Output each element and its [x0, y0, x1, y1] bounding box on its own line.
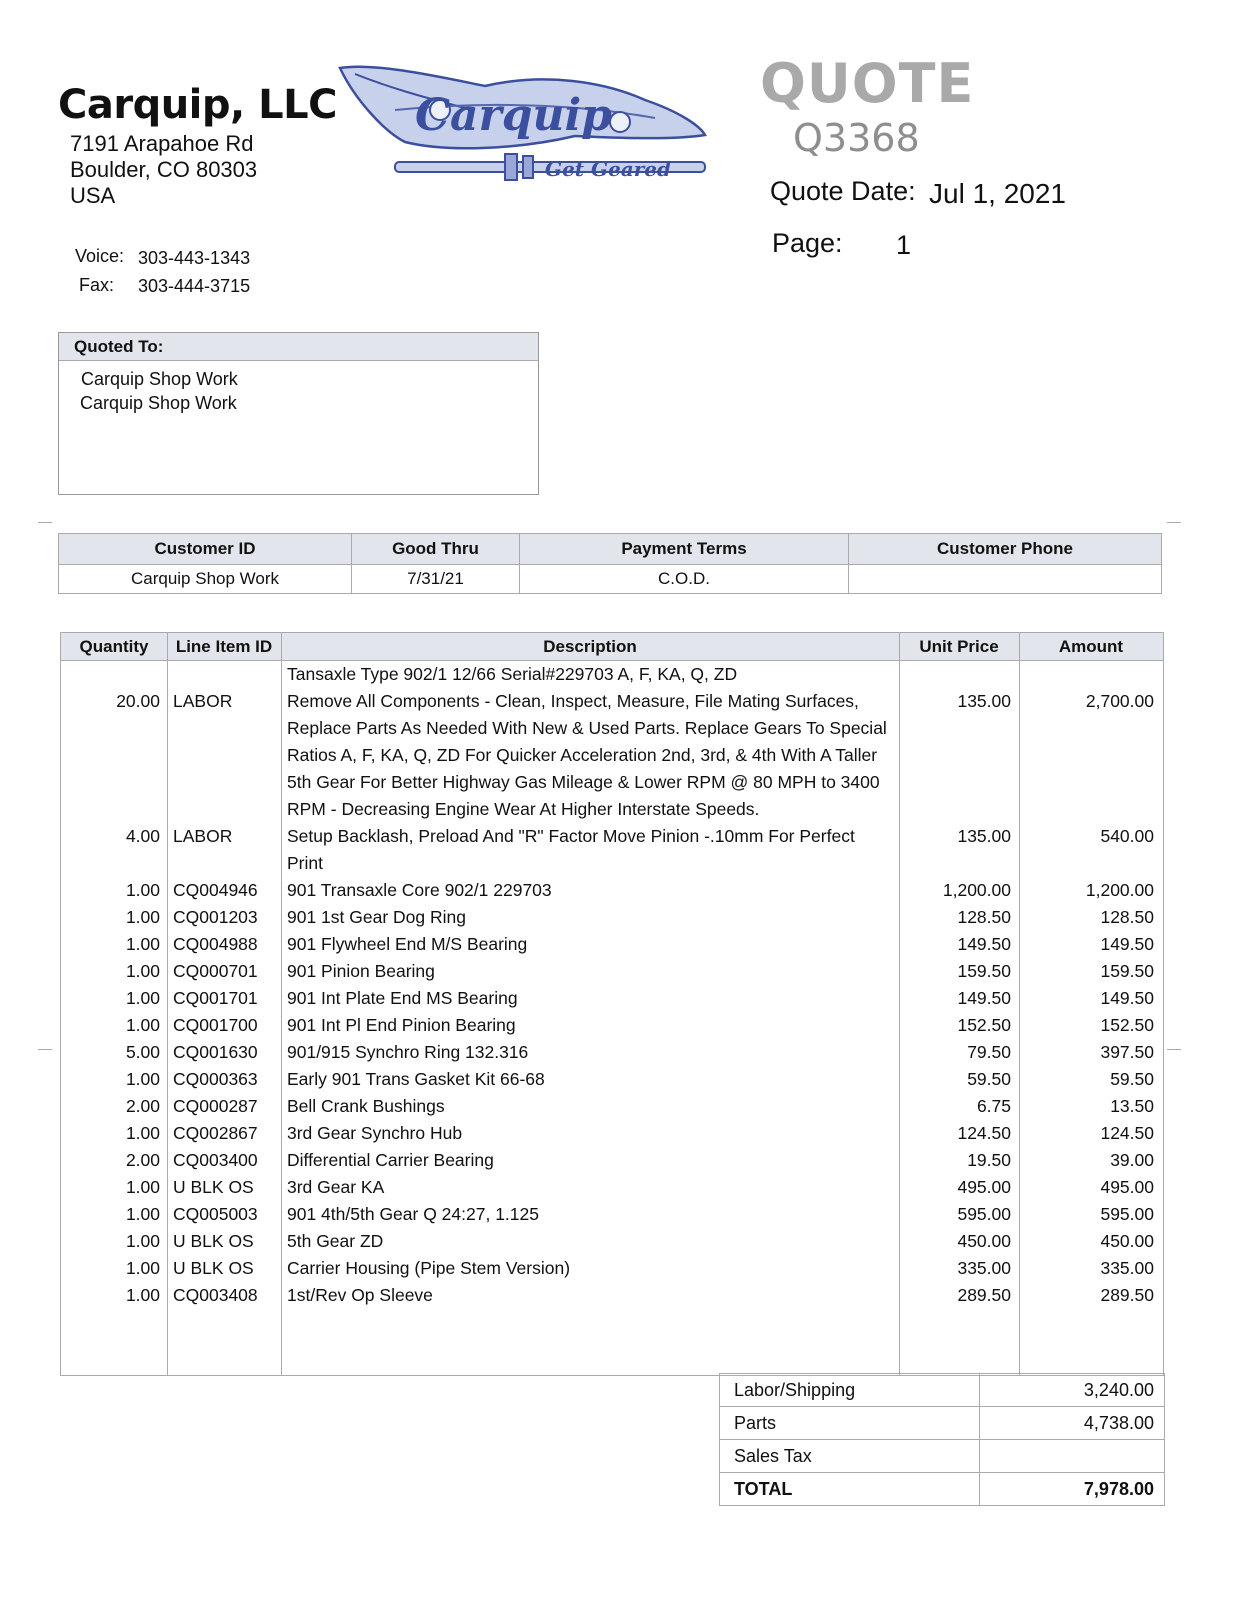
line-item-quantity: 1.00: [125, 1015, 160, 1035]
customer-id-value: Carquip Shop Work: [59, 565, 352, 594]
line-item-description: 901 Int Plate End MS Bearing: [287, 988, 518, 1008]
line-item-id: U BLK OS: [173, 1231, 254, 1251]
line-item-description: 5th Gear ZD: [287, 1231, 384, 1251]
fax-number: 303-444-3715: [138, 276, 251, 296]
logo-brand-text: Carquip: [415, 90, 612, 141]
line-item-amount: 152.50: [1100, 1015, 1154, 1035]
line-item-quantity: 1.00: [125, 934, 160, 954]
line-item-quantity: 1.00: [125, 1204, 160, 1224]
line-item-id: CQ001700: [173, 1015, 258, 1035]
line-item-description: Carrier Housing (Pipe Stem Version): [287, 1258, 571, 1278]
line-item-amount: 59.50: [1110, 1069, 1154, 1089]
payment-terms-value: C.O.D.: [520, 565, 849, 594]
line-item-quantity: 1.00: [125, 907, 160, 927]
line-item-amount: 39.00: [1110, 1150, 1154, 1170]
line-item-amount: 450.00: [1100, 1231, 1154, 1251]
total-value: 7,978.00: [980, 1473, 1165, 1506]
line-item-description: Setup Backlash, Preload And "R" Factor Move Pinion -.10mm For Perfect Print: [287, 826, 855, 873]
quoted-to-line: Carquip Shop Work: [81, 369, 238, 389]
header-payment-terms: Payment Terms: [520, 534, 849, 565]
line-item-description: 901/915 Synchro Ring 132.316: [287, 1042, 529, 1062]
voice-number: 303-443-1343: [138, 248, 251, 268]
line-item-amount: 159.50: [1100, 961, 1154, 981]
line-item-description: 901 1st Gear Dog Ring: [287, 907, 466, 927]
line-item-row: [61, 1282, 1163, 1309]
line-item-amount: 595.00: [1100, 1204, 1154, 1224]
line-item-unit-price: 79.50: [967, 1042, 1011, 1062]
line-item-row: [61, 985, 1163, 1012]
line-item-id: CQ001203: [173, 907, 258, 927]
line-item-unit-price: 450.00: [957, 1231, 1011, 1251]
line-items-header: [61, 633, 1163, 661]
line-item-description: Tansaxle Type 902/1 12/66 Serial#229703 A, F, KA, Q, ZD: [287, 664, 738, 684]
line-item-id: U BLK OS: [173, 1258, 254, 1278]
line-item-id: CQ005003: [173, 1204, 258, 1224]
line-item-row: [61, 904, 1163, 931]
line-item-quantity: 2.00: [125, 1150, 160, 1170]
line-item-quantity: 1.00: [125, 1069, 160, 1089]
sales-tax-value: [980, 1440, 1165, 1473]
company-address-line2: Boulder, CO 80303: [70, 157, 258, 182]
header-customer-phone: Customer Phone: [849, 534, 1162, 565]
line-item-row: [61, 1174, 1163, 1201]
company-address-line1: 7191 Arapahoe Rd: [70, 131, 254, 156]
line-item-unit-price: 149.50: [957, 934, 1011, 954]
line-item-unit-price: 128.50: [957, 907, 1011, 927]
line-item-unit-price: 335.00: [957, 1258, 1011, 1278]
line-item-unit-price: 159.50: [957, 961, 1011, 981]
line-item-unit-price: 135.00: [957, 826, 1011, 846]
line-item-description: 3rd Gear Synchro Hub: [287, 1123, 463, 1143]
labor-shipping-label: Labor/Shipping: [720, 1374, 980, 1407]
line-item-amount: 1,200.00: [1085, 880, 1154, 900]
parts-value: 4,738.00: [980, 1407, 1165, 1440]
line-item-description: 901 Int Pl End Pinion Bearing: [287, 1015, 516, 1035]
quote-number: Q3368: [793, 116, 920, 160]
line-item-quantity: 5.00: [125, 1042, 160, 1062]
line-item-row: [61, 1066, 1163, 1093]
line-item-id: LABOR: [173, 826, 233, 846]
parts-label: Parts: [720, 1407, 980, 1440]
line-item-description: 901 4th/5th Gear Q 24:27, 1.125: [287, 1204, 539, 1224]
line-item-id: CQ000701: [173, 961, 258, 981]
line-item-description: Bell Crank Bushings: [287, 1096, 445, 1116]
company-country: USA: [70, 183, 116, 208]
line-item-quantity: 1.00: [125, 988, 160, 1008]
page-number: 1: [896, 230, 912, 260]
line-item-unit-price: 19.50: [967, 1150, 1011, 1170]
logo-tagline: Get Geared: [545, 157, 672, 181]
line-item-unit-price: 59.50: [967, 1069, 1011, 1089]
line-item-amount: 124.50: [1100, 1123, 1154, 1143]
quote-title: QUOTE: [760, 52, 975, 115]
voice-label: Voice:: [75, 246, 125, 266]
line-item-quantity: 1.00: [125, 1258, 160, 1278]
header-unit-price: Unit Price: [919, 637, 999, 656]
line-item-row: [61, 931, 1163, 958]
line-item-row: [61, 1093, 1163, 1120]
line-item-row: [61, 958, 1163, 985]
line-item-quantity: 1.00: [125, 1177, 160, 1197]
line-item-amount: 149.50: [1100, 988, 1154, 1008]
header-line-item-id: Line Item ID: [175, 637, 273, 656]
line-item-id: CQ003400: [173, 1150, 258, 1170]
line-item-amount: 149.50: [1100, 934, 1154, 954]
line-item-row: [61, 1039, 1163, 1066]
line-item-amount: 128.50: [1100, 907, 1154, 927]
line-item-quantity: 1.00: [125, 1123, 160, 1143]
line-item-quantity: 1.00: [125, 880, 160, 900]
line-item-description: 901 Transaxle Core 902/1 229703: [287, 880, 552, 900]
totals-table: [719, 1373, 1165, 1506]
line-item-row: [61, 661, 1163, 688]
scan-mark: [38, 1049, 52, 1050]
quote-date-value: Jul 1, 2021: [929, 178, 1066, 209]
header-customer-id: Customer ID: [59, 534, 352, 565]
line-item-unit-price: 152.50: [957, 1015, 1011, 1035]
customer-info-table: [58, 533, 1162, 594]
quoted-to-box: [58, 332, 539, 495]
line-items-table: [60, 632, 1164, 1376]
line-item-id: CQ000363: [173, 1069, 258, 1089]
page-label: Page:: [772, 228, 843, 258]
good-thru-value: 7/31/21: [352, 565, 520, 594]
scan-mark: [1167, 522, 1181, 523]
line-item-row: [61, 1255, 1163, 1282]
line-item-amount: 397.50: [1100, 1042, 1154, 1062]
carquip-logo: [335, 60, 715, 190]
line-item-id: CQ002867: [173, 1123, 258, 1143]
labor-shipping-value: 3,240.00: [980, 1374, 1165, 1407]
line-item-description: 3rd Gear KA: [287, 1177, 385, 1197]
customer-phone-value: [849, 565, 1162, 594]
line-item-id: CQ000287: [173, 1096, 258, 1116]
header-quantity: Quantity: [79, 637, 149, 656]
fax-label: Fax:: [79, 275, 115, 295]
line-item-amount: 540.00: [1100, 826, 1154, 846]
line-item-id: LABOR: [173, 691, 233, 711]
line-item-description: Differential Carrier Bearing: [287, 1150, 494, 1170]
line-item-description: 901 Pinion Bearing: [287, 961, 435, 981]
scan-mark: [38, 522, 52, 523]
line-item-quantity: 1.00: [125, 1285, 160, 1305]
total-label: TOTAL: [720, 1473, 980, 1506]
header-good-thru: Good Thru: [352, 534, 520, 565]
header-description: Description: [543, 637, 637, 656]
line-item-amount: 13.50: [1110, 1096, 1154, 1116]
line-item-description: 1st/Rev Op Sleeve: [287, 1285, 433, 1305]
line-item-row: [61, 1228, 1163, 1255]
line-item-id: CQ003408: [173, 1285, 258, 1305]
line-item-id: CQ004946: [173, 880, 258, 900]
line-item-unit-price: 124.50: [957, 1123, 1011, 1143]
sales-tax-label: Sales Tax: [720, 1440, 980, 1473]
line-item-unit-price: 495.00: [957, 1177, 1011, 1197]
quoted-to-label: Quoted To:: [59, 333, 538, 361]
header-amount: Amount: [1058, 637, 1124, 656]
line-item-quantity: 20.00: [116, 691, 160, 711]
line-item-quantity: 2.00: [125, 1096, 160, 1116]
line-item-row: [61, 1201, 1163, 1228]
line-item-unit-price: 6.75: [976, 1096, 1011, 1116]
scan-mark: [1167, 1049, 1181, 1050]
line-item-quantity: 1.00: [125, 1231, 160, 1251]
quoted-to-line: Carquip Shop Work: [80, 393, 237, 413]
quote-date-label: Quote Date:: [770, 176, 916, 206]
line-item-amount: 2,700.00: [1085, 691, 1154, 711]
line-item-unit-price: 149.50: [957, 988, 1011, 1008]
line-items-rows: [61, 661, 1163, 1309]
line-item-description: 901 Flywheel End M/S Bearing: [287, 934, 528, 954]
line-item-quantity: 4.00: [125, 826, 160, 846]
line-item-description: Remove All Components - Clean, Inspect, Measure, File Mating Surfaces, Replace Parts As Needed With New & Used Parts. Replace Gears To Special Ratios A, F, KA, Q, ZD For Quicker Acceleration 2nd, 3rd, & 4th With A Taller 5th Gear For Better Highway Gas Mileage & Lower RPM @ 80 MPH to 3400 RPM - Decreasing Engine Wear At Higher Interstate Speeds.: [287, 691, 887, 819]
line-item-unit-price: 1,200.00: [942, 880, 1011, 900]
line-item-unit-price: 289.50: [957, 1285, 1011, 1305]
line-item-amount: 289.50: [1100, 1285, 1154, 1305]
line-item-id: CQ001701: [173, 988, 258, 1008]
line-item-row: [61, 1120, 1163, 1147]
line-item-id: CQ001630: [173, 1042, 258, 1062]
line-item-row: [61, 877, 1163, 904]
line-item-quantity: 1.00: [125, 961, 160, 981]
line-item-unit-price: 595.00: [957, 1204, 1011, 1224]
line-item-amount: 335.00: [1100, 1258, 1154, 1278]
line-item-description: Early 901 Trans Gasket Kit 66-68: [287, 1069, 545, 1089]
line-item-id: CQ004988: [173, 934, 258, 954]
line-item-id: U BLK OS: [173, 1177, 254, 1197]
line-item-row: [61, 688, 1163, 823]
line-item-amount: 495.00: [1100, 1177, 1154, 1197]
line-item-unit-price: 135.00: [957, 691, 1011, 711]
line-item-row: [61, 823, 1163, 877]
line-item-row: [61, 1012, 1163, 1039]
line-item-row: [61, 1147, 1163, 1174]
company-name: Carquip, LLC: [58, 82, 337, 128]
